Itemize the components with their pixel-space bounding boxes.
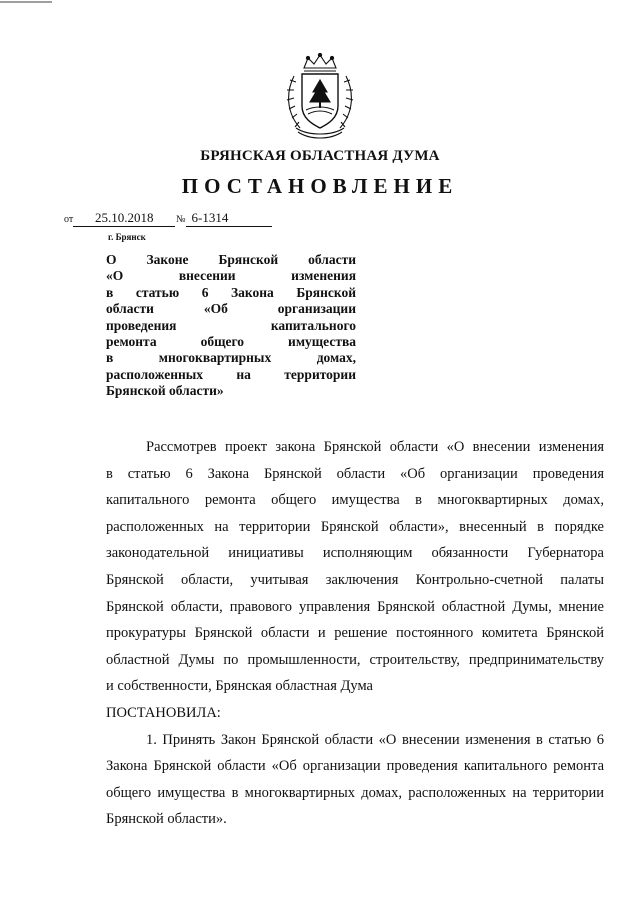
subject-line: О Законе Брянской области	[106, 252, 356, 267]
subject-line: «О внесении изменения	[106, 268, 356, 284]
date-label: от	[64, 214, 74, 225]
preamble-line: расположенных на территории Брянской области», внесенный в порядке	[106, 518, 604, 535]
corner-mark	[0, 0, 52, 10]
subject-line: ремонта общего имущества	[106, 334, 356, 350]
organization-name: БРЯНСКАЯ ОБЛАСТНАЯ ДУМА	[200, 148, 440, 164]
document-type-title: ПОСТАНОВЛЕНИЕ	[181, 174, 459, 198]
preamble-line: прокуратуры Брянской области и решение постоянного комитета Брянской	[106, 625, 604, 642]
subject-line: Брянской области»	[106, 383, 224, 399]
number-row	[176, 210, 272, 227]
coat-of-arms-icon	[282, 52, 358, 140]
preamble-line: Рассмотрев проект закона Брянской области «О внесении изменения	[146, 439, 604, 455]
subject-line: проведения капитального	[106, 317, 356, 333]
subject-line: расположенных на территории	[106, 366, 356, 382]
item-line: Закона Брянской области «Об организации проведения капитального ремонта	[106, 758, 604, 775]
document-subject	[106, 252, 356, 400]
number-label: №	[176, 214, 186, 225]
subject-line: в многоквартирных домах,	[106, 350, 356, 366]
preamble-line: областной Думы по промышленности, строительству, предпринимательству	[106, 651, 604, 668]
subject-line: области «Об организации	[106, 301, 356, 317]
preamble-line: Брянской области, правового управления Брянской областной Думы, мнение	[106, 598, 604, 615]
preamble-line: в статью 6 Закона Брянской области «Об организации проведения	[106, 465, 604, 482]
item-line: общего имущества в многоквартирных домах, расположенных на территории	[106, 784, 604, 801]
preamble-line: и собственности, Брянская областная Дума	[106, 678, 373, 695]
preamble-line: законодательной инициативы исполняющим обязанности Губернатора	[106, 545, 604, 562]
document-body	[106, 434, 604, 833]
number-value: 6-1314	[186, 210, 272, 227]
item-line: 1. Принять Закон Брянской области «О внесении изменения в статью 6	[146, 731, 604, 748]
city-label: г. Брянск	[108, 232, 146, 242]
date-row	[64, 210, 175, 227]
preamble-line: капитального ремонта общего имущества в многоквартирных домах,	[106, 492, 604, 509]
resolution-heading: ПОСТАНОВИЛА:	[106, 704, 221, 721]
subject-line: в статью 6 Закона Брянской	[106, 284, 356, 300]
item-line: Брянской области».	[106, 811, 227, 828]
preamble-line: Брянской области, учитывая заключения Контрольно-счетной палаты	[106, 571, 604, 588]
date-value: 25.10.2018	[73, 210, 175, 227]
